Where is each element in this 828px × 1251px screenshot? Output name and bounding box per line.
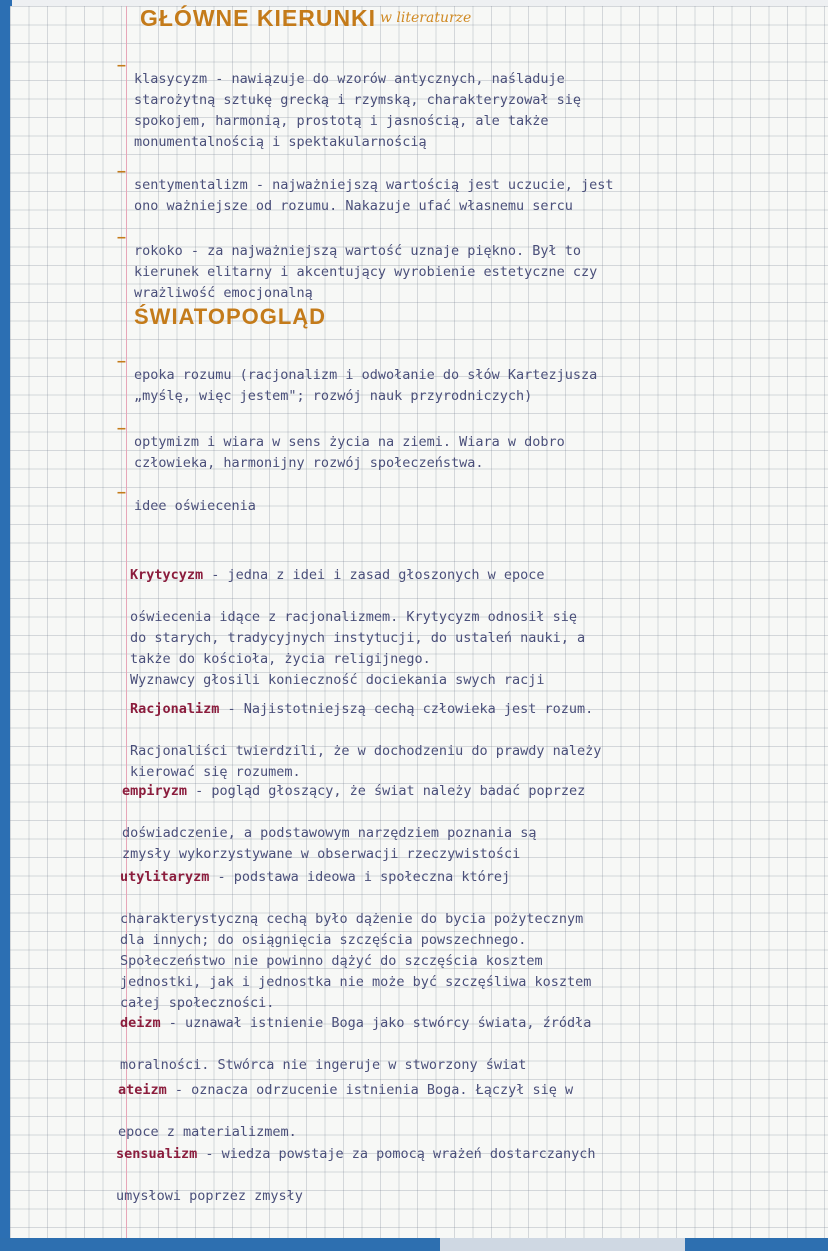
list-item-klasycyzm: klasycyzm - nawiązuje do wzorów antycznych, naśladuje starożytną sztukę grecką i rzymską, charakteryzował się spokojem, harmonią, prostotą i jasnością, ale także monumentalnością i spektakularnością [134,71,582,150]
definition-sensualizm: sensualizm - wiedza powstaje za pomocą wrażeń dostarczanych umysłowi poprzez zmysły [116,1146,596,1204]
term-label: sensualizm [116,1146,198,1162]
list-item-idee: idee oświecenia [134,498,256,514]
page-title: GŁÓWNE KIERUNKI [140,5,377,31]
definition-krytycyzm: Krytycyzm - jedna z idei i zasad głoszonych w epoce oświecenia idące z racjonalizmem. Krytycyzm odnosił się do starych, tradycyjnych instytucji, do ustaleń nauki, a także do kościoła, życia religijnego. Wyznawcy głosili konieczność dociekania swych racji [130,567,586,688]
list-item-epoka-rozumu: epoka rozumu (racjonalizm i odwołanie do słów Kartezjusza „myślę, więc jestem"; rozwój nauk przyrodniczych) [134,367,598,404]
definition-racjonalizm: Racjonalizm - Najistotniejszą cechą człowieka jest rozum. Racjonaliści twierdzili, że w dochodzeniu do prawdy należy kierować się rozumem. [130,701,602,780]
term-label: ateizm [118,1082,167,1098]
definition-deizm: deizm - uznawał istnienie Boga jako stwórcy świata, źródła moralności. Stwórca nie ingeruje w stworzony świat [120,1015,592,1073]
term-label: Krytycyzm [130,567,204,583]
bullet-dash-icon: – [117,57,126,74]
section-title-swiatopoglad: ŚWIATOPOGLĄD [134,304,327,329]
bullet-dash-icon: – [117,420,126,437]
list-item-optymizm: optymizm i wiara w sens życia na ziemi. Wiara w dobro człowieka, harmonijny rozwój społeczeństwa. [134,434,565,471]
definition-ateizm: ateizm - oznacza odrzucenie istnienia Boga. Łączył się w epoce z materializmem. [118,1082,574,1140]
list-item-sentymentalizm: sentymentalizm - najważniejszą wartością jest uczucie, jest ono ważniejsze od rozumu. Nakazuje ufać własnemu sercu [134,177,614,214]
bullet-dash-icon: – [117,353,126,370]
term-label: deizm [120,1015,161,1031]
term-label: Racjonalizm [130,701,220,717]
term-label: utylitaryzm [120,869,210,885]
bottom-cover-edge [0,1238,828,1251]
list-item-rokoko: rokoko - za najważniejszą wartość uznaje piękno. Był to kierunek elitarny i akcentujący wyrobienie estetyczne czy wrażliwość emocjonalną [134,243,598,301]
definition-empiryzm: empiryzm - pogląd głoszący, że świat należy badać poprzez doświadczenie, a podstawowym narzędziem poznania są zmysły wykorzystywane w obserwacji rzeczywistości [122,783,586,862]
bullet-dash-icon: – [117,484,126,501]
bullet-dash-icon: – [117,163,126,180]
term-label: empiryzm [122,783,188,799]
page-subtitle: w literaturze [380,10,472,26]
definition-utylitaryzm: utylitaryzm - podstawa ideowa i społeczna której charakterystyczną cechą było dążenie do bycia pożytecznym dla innych; do osiągnięcia szczęścia powszechnego. Społeczeństwo nie powinno dążyć do szczęścia kosztem jednostki, jak i jednostka nie może być szczęśliwa kosztem całej społeczności. [120,869,592,1011]
bullet-dash-icon: – [117,229,126,246]
